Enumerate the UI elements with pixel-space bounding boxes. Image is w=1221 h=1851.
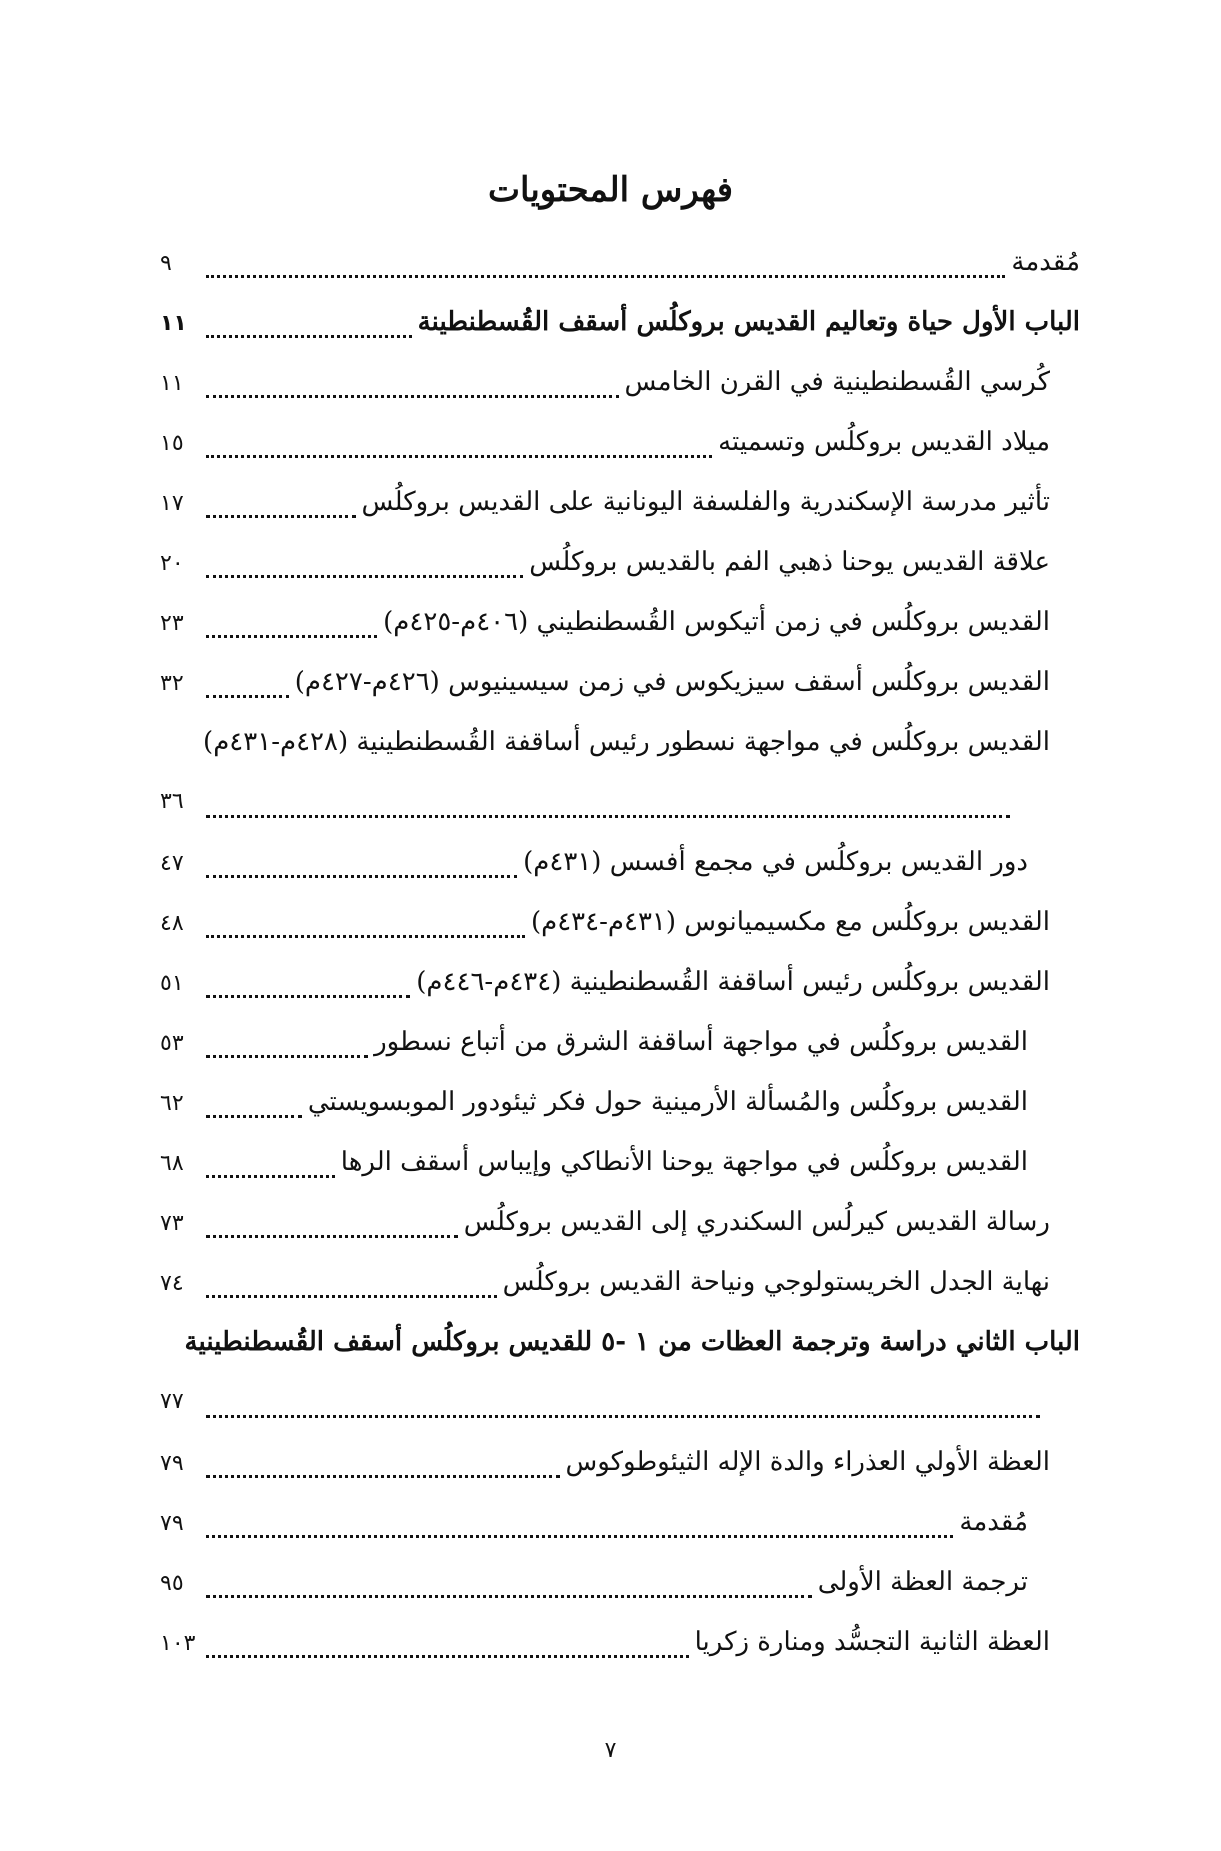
toc-entry[interactable]: [160, 1312, 1080, 1372]
toc-entry[interactable]: [160, 1132, 1080, 1192]
toc-entry-page: ١١: [160, 311, 187, 336]
dot-leader: [206, 515, 356, 518]
dot-leader: [206, 1415, 1040, 1418]
toc-entry[interactable]: [160, 1492, 1080, 1552]
dot-leader: [206, 395, 619, 398]
toc-entry[interactable]: [160, 772, 1080, 832]
toc-entry-page: ٤٨: [160, 911, 184, 936]
toc-entry[interactable]: [160, 1012, 1080, 1072]
toc-entry-title: مُقدمة: [959, 1507, 1028, 1537]
toc-entry[interactable]: [160, 1612, 1080, 1672]
toc-entry-title: رسالة القديس كيرلُس السكندري إلى القديس بروكلُس: [463, 1207, 1050, 1237]
toc-entry-title: القديس بروكلُس في مواجهة أساقفة الشرق من أتباع نسطور: [374, 1027, 1028, 1057]
toc-entry-title: القديس بروكلُس رئيس أساقفة القُسطنطينية (٤٣٤م-٤٤٦م): [416, 967, 1050, 997]
toc-entry-page: ٩: [160, 251, 172, 276]
toc-entry-title: القديس بروكلُس أسقف سيزيكوس في زمن سيسينيوس (٤٢٦م-٤٢٧م): [294, 667, 1050, 697]
dot-leader: [206, 335, 412, 338]
dot-leader: [206, 1295, 497, 1298]
toc-entry-title: دور القديس بروكلُس في مجمع أفسس (٤٣١م): [523, 847, 1028, 877]
toc-entry-title: علاقة القديس يوحنا ذهبي الفم بالقديس بروكلُس: [529, 547, 1050, 577]
toc-entry[interactable]: [160, 472, 1080, 532]
toc-entry-page: ٥٣: [160, 1031, 184, 1056]
dot-leader: [206, 455, 712, 458]
toc-entry-title: القديس بروكلُس والمُسألة الأرمينية حول فكر ثيئودور الموبسويستي: [307, 1087, 1028, 1117]
dot-leader: [206, 1535, 953, 1538]
toc-entry-page: ٤٧: [160, 851, 184, 876]
toc-entry-title: العظة الثانية التجسُّد ومنارة زكريا: [694, 1627, 1050, 1657]
toc-entry[interactable]: [160, 1252, 1080, 1312]
toc-entry-title: تأثير مدرسة الإسكندرية والفلسفة اليونانية على القديس بروكلُس: [361, 487, 1050, 517]
toc-entry[interactable]: [160, 1192, 1080, 1252]
toc-entry-page: ٧٧: [160, 1389, 184, 1414]
toc-entry-title: ترجمة العظة الأولى: [817, 1567, 1028, 1597]
dot-leader: [206, 575, 523, 578]
toc-entry[interactable]: [160, 892, 1080, 952]
toc-entry[interactable]: [160, 712, 1080, 772]
toc-entry[interactable]: [160, 1552, 1080, 1612]
toc-entry-title: العظة الأولي العذراء والدة الإله الثيئوطوكوس: [565, 1447, 1050, 1477]
dot-leader: [206, 935, 525, 938]
toc-entry[interactable]: [160, 532, 1080, 592]
toc-entry-page: ١٧: [160, 491, 184, 516]
toc-entry[interactable]: [160, 352, 1080, 412]
toc-entry-page: ٣٢: [160, 671, 184, 696]
toc-entry[interactable]: [160, 1432, 1080, 1492]
toc-entry-page: ٧٩: [160, 1451, 184, 1476]
toc-entry[interactable]: [160, 232, 1080, 292]
toc-entry[interactable]: [160, 652, 1080, 712]
toc-entry-title: ميلاد القديس بروكلُس وتسميته: [718, 427, 1050, 457]
page-title: فهرس المحتويات: [487, 170, 734, 210]
toc-entry-page: ٩٥: [160, 1571, 184, 1596]
toc-entry-title: كُرسي القُسطنطينية في القرن الخامس: [624, 367, 1050, 397]
dot-leader: [206, 695, 289, 698]
toc-entry-page: ٦٨: [160, 1151, 184, 1176]
toc-entry-page: ١١: [160, 371, 184, 396]
toc-entry[interactable]: [160, 292, 1080, 352]
toc-entry-page: ٥١: [160, 971, 184, 996]
dot-leader: [206, 1175, 335, 1178]
dot-leader: [206, 635, 377, 638]
dot-leader: [206, 1655, 689, 1658]
toc-entry-title: الباب الأول حياة وتعاليم القديس بروكلُس أسقف القُسطنطينة: [417, 307, 1080, 337]
toc-entry-title: نهاية الجدل الخريستولوجي ونياحة القديس بروكلُس: [502, 1267, 1050, 1297]
page-number: ٧: [604, 1738, 617, 1763]
dot-leader: [206, 995, 410, 998]
toc-entry-page: ٧٩: [160, 1511, 184, 1536]
toc-entry-page: ٧٣: [160, 1211, 184, 1236]
toc-entry-title: مُقدمة: [1011, 247, 1080, 277]
dot-leader: [206, 1595, 812, 1598]
toc-entry[interactable]: [160, 1072, 1080, 1132]
dot-leader: [206, 1475, 560, 1478]
toc-entry-title: القديس بروكلُس مع مكسيميانوس (٤٣١م-٤٣٤م): [530, 907, 1050, 937]
table-of-contents: [160, 232, 1080, 1672]
toc-entry[interactable]: [160, 832, 1080, 892]
toc-entry-page: ٣٦: [160, 789, 184, 814]
toc-entry-page: ٧٤: [160, 1271, 184, 1296]
dot-leader: [206, 1115, 302, 1118]
dot-leader: [206, 1055, 368, 1058]
toc-entry-title: القديس بروكلُس في زمن أتيكوس القُسطنطيني (٤٠٦م-٤٢٥م): [383, 607, 1050, 637]
toc-entry-title: الباب الثاني دراسة وترجمة العظات من ١ -٥ للقديس بروكلُس أسقف القُسطنطينية: [184, 1327, 1080, 1357]
dot-leader: [206, 275, 1005, 278]
toc-entry-title: القديس بروكلُس في مواجهة يوحنا الأنطاكي وإيباس أسقف الرها: [340, 1147, 1028, 1177]
toc-entry-page: ٢٠: [160, 551, 184, 576]
dot-leader: [206, 875, 517, 878]
toc-entry-title: القديس بروكلُس في مواجهة نسطور رئيس أساقفة القُسطنطينية (٤٢٨م-٤٣١م): [203, 727, 1050, 757]
dot-leader: [206, 815, 1010, 818]
toc-entry[interactable]: [160, 592, 1080, 652]
toc-entry[interactable]: [160, 412, 1080, 472]
toc-entry-page: ١٥: [160, 431, 184, 456]
dot-leader: [206, 1235, 458, 1238]
toc-entry-page: ١٠٣: [160, 1631, 196, 1656]
toc-entry-page: ٦٢: [160, 1091, 184, 1116]
toc-entry[interactable]: [160, 1372, 1080, 1432]
toc-entry-page: ٢٣: [160, 611, 184, 636]
toc-entry[interactable]: [160, 952, 1080, 1012]
